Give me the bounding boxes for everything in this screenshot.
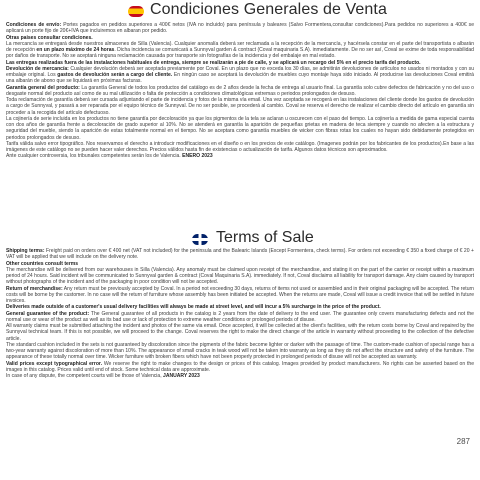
shipping-terms-text: Freight paid on orders over € 400 net (VAT not included) for the peninsula and the Balearic Islands (Except Formentera, check terms). For orders not exceeding € 350 a fixed charge of € 20 + VAT will be applied that we will include on the delivery note. — [6, 248, 474, 261]
cushions-paragraph: La cojinería de serie incluida en los productos no tiene garantía por decoloración ya que los pigmentos de la tela se aclaran u oscurecen con el paso del tiempo. La cojinería a medida de gama especial cuenta con dos años de garantía frente a decoloración de grado superior al 10%. No se atenderá en garantía la aparición de pequeñas grietas en madera de teca siempre y cuando no afecten a la estructura y seguridad del mueble, siendo la aparición de estas totalmente normal en el tiempo. No se aceptara como garantía muebles de wicker con fibras rotas los cuales no hayan sido debidamente protegidos en periodos prolongados de desuso. — [6, 115, 474, 141]
returns-paragraph — [6, 286, 474, 305]
returns-cost-note: gastos de devolución serán a cargo del cliente. — [57, 72, 173, 78]
cushions-paragraph: The standard cushion included in the sets is not guaranteed by discoloration since the pigments of the fabric become lighter or darker with the passage of time. The custom-made cushion of special range has a two-year warranty against discoloration of more than 10%. The appearance of small cracks in teak wood will not be taken into warranty as long as they do not affect the structure and safety of the furniture. The appearance of these totally normal over time. Wicker furniture with broken fibers which have not been properly protected in prolonged periods of disuse will not be accepted as warranty. — [6, 341, 474, 361]
surcharge-text: Las entregas realizadas fuera de las instalaciones habituales de entrega, siempre se realizarán a pie de calle, y se aplicará un recargo del 5% en el precio tarifa del producto. — [6, 59, 421, 66]
delivery-deadline: en un plazo máximo de 24 horas — [36, 47, 115, 53]
guarantee-text: La garantía General de todos los productos del catálogo es de 2 años desde la fecha de entrega al usuario final. La garantía solo cubre defectos de fabricación y no del uso o desgaste normal del producto así como de su mal utilización o falta de protección a condiciones climatológicas extremas o periodos prolongados de desuso. — [6, 84, 474, 97]
returns-text-tail: En ningún caso se aceptará la devolución de muebles cuyo montaje haya sido iniciado. Al producirse las devoluciones Coval emitirá una albarán de abono que se liquidará en próximas facturas. — [6, 72, 474, 85]
english-title: Terms of Sale — [216, 229, 314, 246]
surcharge-text: Deliveries made outside of a customer's usual delivery facilities will always be made at street level, and will incur a 5% surcharge in the price of the product. — [6, 304, 381, 311]
guarantee-paragraph — [6, 311, 474, 324]
returns-paragraph — [6, 66, 474, 85]
delivery-paragraph — [6, 41, 474, 60]
returns-text: Any return must be previously accepted by Coval. In a period not exceeding 30 days, returns of items not used or assembled and in their original packaging will be accepted. The return costs will be borne by the customer. In no case will the return of furniture whose assembly has been initiated be accepted. When the returns are made, Coval will issue a credit invoice that will be settled in future invoices. — [6, 285, 474, 304]
returns-label: Devolución de mercancía: — [6, 65, 69, 72]
jurisdiction-text: In case of any dispute, the competent courts will be those of Valencia, — [6, 373, 164, 379]
spanish-terms-section — [6, 22, 474, 160]
edition-date: ENERO 2023 — [182, 153, 213, 160]
delivery-paragraph: The merchandise will be delivered from our warehouses in Silla (Valencia). Any anomaly must be claimed upon receipt of the merchandise, and stating it on the part of the carrier or receipt within a maximum period of 24 hours. Said incident will be communicated to Sunnyval garden & contract (Coval Maquinaria S.A). immediately. If not, Coval disclaims all liability for transport damage. Any claim caused by transport without photographs of the incident and of the packaging in poor condition will not be accepted. — [6, 266, 474, 286]
terms-page — [6, 0, 474, 480]
tariff-paragraph: Tarifa válida salvo error tipográfico. Nos reservamos el derecho a introducir modificaciones en el diseño o en los precios de este catálogo. (Imagenes podrán por los fabricantes de los productos).En base a las imágenes de este catálogo no se pueden hacer valer derechos. Precios válidos hasta fin de existencias o actualización de tarifa. Algunos datos técnicos son aproximados. — [6, 140, 474, 153]
jurisdiction-text: Ante cualquier controversia, los tribunales competentes serán los de Valencia. — [6, 153, 183, 160]
shipping-conditions-text: Portes pagados en pedidos superiores a 400€ netos (IVA no incluido) para península y baleares (Salvo Formentera,consultar condiciones).Para pedidos no superiores a 400€ se aplicará un porte fijo de 20€+IVA que incluiremos en albaran por pedido. — [6, 22, 475, 35]
prices-paragraph — [6, 361, 474, 374]
shipping-conditions-label: Condiciones de envío: — [6, 22, 62, 28]
returns-label: Return of merchandise: — [6, 285, 63, 292]
claims-paragraph: Toda reclamación de garantía deberá ser cursada adjuntando el parte de incidencia y fotos de la misma vía email. Una vez aceptada se recogerá en las instalaciones del cliente donde los gastos de devolución a cargo de Sunnyval, y pasará a ser reparada por el equipo técnico de Sunnyval. De no ser posible, se procederá al cambio. Coval se reserva el derecho de realizar el cambio directo del artículo en garantía sin proceder a la recogida del artículo defectuoso. — [6, 97, 474, 116]
jurisdiction-paragraph — [6, 153, 474, 159]
page-number: 287 — [456, 437, 470, 446]
claims-paragraph: All warranty claims must be submitted attaching the incident and photos of the same via email. Once accepted, it will be collected at the client's facilities, with the return costs borne by Coval and repaired by the Sunnyval technical team. If this is not possible, we will proceed to the change. Coval reserves the right to make the direct change of the article in warranty without proceeding to the collection of the defective article. — [6, 323, 474, 342]
other-countries-label: Other countries consult terms — [6, 260, 79, 267]
returns-text: Cualquier devolución deberá ser aceptada previamente por Coval. En un plazo que no exceda los 30 días, se admitirán devoluciones de artículos no usados ni montados y con su embalaje original. Los — [6, 65, 474, 78]
english-terms-section — [6, 248, 474, 379]
jurisdiction-paragraph — [6, 373, 474, 379]
spain-flag-icon — [128, 6, 144, 17]
guarantee-paragraph — [6, 85, 474, 98]
edition-date: JANUARY 2023 — [163, 373, 200, 379]
delivery-text-tail: . Dicha incidencia se comunicará a Sunnyval garden & contract (Coval maquinaria S.A). inmediatamente. De no ser así, Coval se exime de toda responsabilidad por daños de transporte. No se aceptará ninguna reclamación causada por transporte sin fotografías de la incidencia y del embalaje en mal estado. — [6, 47, 474, 60]
shipping-conditions-paragraph — [6, 22, 474, 35]
shipping-terms-label: Shipping terms: — [6, 248, 45, 254]
guarantee-label: General guarantee of the product: — [6, 310, 90, 317]
guarantee-label: Garantía general del producto: — [6, 84, 80, 91]
uk-flag-icon — [192, 234, 208, 245]
spanish-title: Condiciones Generales de Venta — [150, 1, 387, 18]
prices-label: Valid prices except typographical error. — [6, 360, 102, 367]
prices-text: We reserve the right to make changes to the design or prices of this catalog. Images provided by product manufacturers. No rights can be asserted based on the images in this catalog. Prices valid until end of stock. Some technical data are approximate. — [6, 360, 475, 373]
other-countries-label: Otras paises consultar condiciones. — [6, 34, 93, 41]
delivery-text: La mercancía se entregará desde nuestros almacenes de Silla (Valencia). Cualquier anomalía deberá ser reclamada a la recepción de la mercancía, y hacérsela constar en el parte del transportista o albarán de recepción — [6, 40, 474, 53]
shipping-terms-paragraph — [6, 248, 474, 261]
guarantee-text: The General guarantee of all products in the catalog is 2 years from the date of delivery to the end user. The guarantee only covers manufacturing defects and not the normal use or wear of the product as well as its bad use or lack of protection to extreme weather conditions or prolonged periods of disuse. — [6, 310, 474, 323]
